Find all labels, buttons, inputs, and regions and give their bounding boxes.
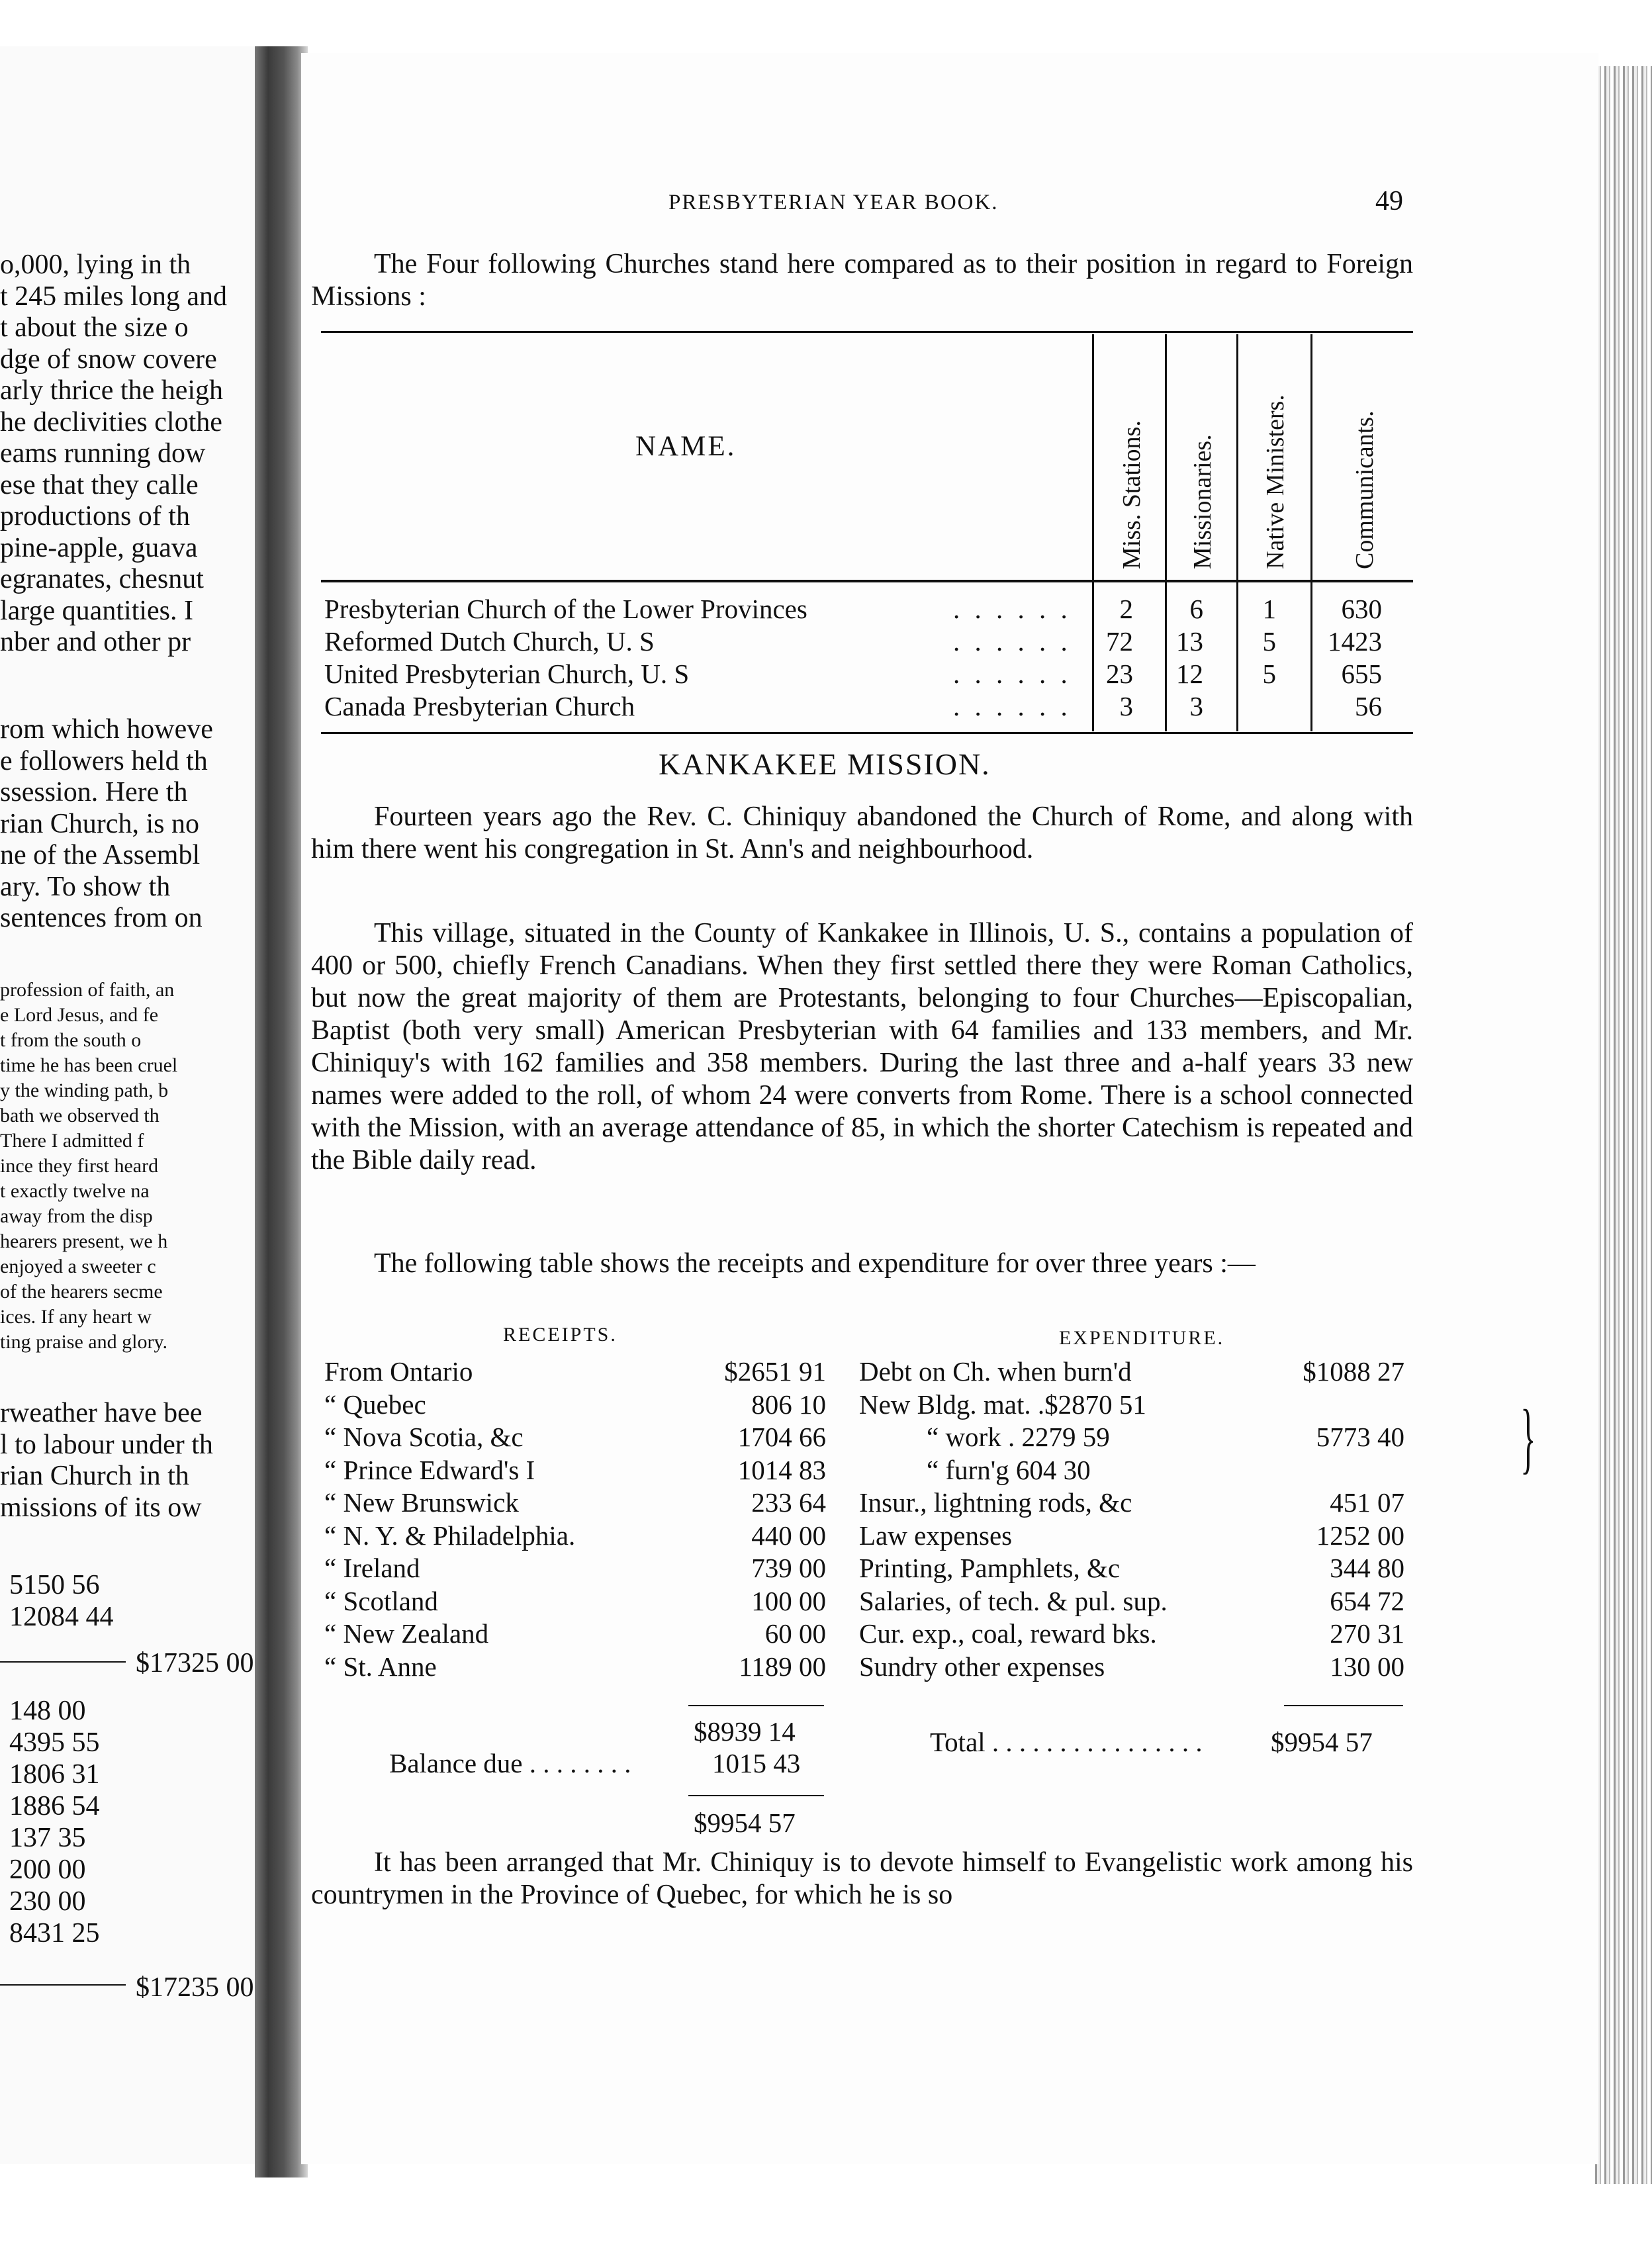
left-page-line: egranates, chesnut [0, 564, 204, 594]
left-page-line: of the hearers secme [0, 1281, 163, 1303]
receipt-amount: 233 64 [751, 1487, 826, 1518]
left-page-line: away from the disp [0, 1205, 153, 1227]
left-page-line: he declivities clothe [0, 406, 222, 437]
left-page-line: o,000, lying in th [0, 250, 191, 280]
left-page-line: There I admitted f [0, 1130, 144, 1152]
church-name: Canada Presbyterian Church [324, 691, 635, 721]
receipts-subtotal: $8939 14 [694, 1716, 796, 1747]
left-page-line: profession of faith, an [0, 979, 175, 1001]
expenditure-amount: 344 80 [1330, 1553, 1404, 1583]
col-header-native: Native Ministers. [1262, 394, 1289, 569]
expenditure-label: Printing, Pamphlets, &c [859, 1553, 1121, 1583]
expenditure-amount: $1088 27 [1303, 1356, 1404, 1387]
dot-leader: . . . . . . [953, 691, 1072, 721]
balance-amount: 1015 43 [712, 1748, 801, 1778]
grand-total: $9954 57 [694, 1808, 796, 1838]
receipt-amount: $2651 91 [724, 1356, 826, 1387]
expenditure-heading: EXPENDITURE. [1059, 1327, 1225, 1349]
cell-native: 1 [1262, 594, 1276, 624]
cell-missionaries: 6 [1189, 594, 1203, 624]
balance-label-text: Balance due [389, 1748, 523, 1778]
left-figure-line: 4395 55 [9, 1727, 100, 1758]
table-top-rule [321, 331, 1413, 333]
receipt-amount: 1704 66 [737, 1422, 826, 1452]
left-page-line: large quantities. I [0, 595, 193, 626]
receipt-amount: 100 00 [751, 1585, 826, 1616]
left-figure-line: 148 00 [9, 1696, 86, 1726]
left-page-line: l to labour under th [0, 1429, 213, 1460]
left-page [0, 46, 265, 2164]
cell-communicants: 655 [1341, 659, 1382, 689]
paragraph-text: Fourteen years ago the Rev. C. Chiniquy abandoned the Church of Rome, and along with him there went his congregation in St. Ann's and neighbourhood. [311, 802, 1413, 864]
left-figure-line: 12084 44 [9, 1602, 114, 1632]
left-page-line: pine-apple, guava [0, 532, 198, 563]
expenditure-label: Insur., lightning rods, &c [859, 1487, 1132, 1518]
left-page-line: hearers present, we h [0, 1230, 168, 1252]
expenditure-amount: 130 00 [1330, 1651, 1404, 1682]
col-divider-4 [1310, 334, 1312, 731]
left-page-line: arly thrice the heigh [0, 375, 224, 406]
cell-missionaries: 3 [1189, 691, 1203, 721]
paragraph-text: This village, situated in the County of Kankakee in Illinois, U. S., contains a population of 400 or 500, chiefly French Canadians. When they first settled there they were Roman Catholics, but now the great majority of them are Protestants, belonging to four Churches—Episcopalian, Baptist (both very small) American Presbyterian with 64 families and 133 members, and Mr. Chiniquy's with 162 families and 358 members. During the last three and a-half years 33 new names were added to the roll, of whom 24 were converts from Rome. There is a school connected with the Mission, with an average attendance of 85, in which the shorter Catechism is repeated and the Bible daily read. [311, 918, 1413, 1175]
receipt-label: “ New Brunswick [324, 1487, 519, 1518]
cell-stations: 72 [1106, 626, 1133, 657]
grand-total-rule [688, 1795, 824, 1796]
church-name: Presbyterian Church of the Lower Provinces [324, 594, 807, 624]
left-page-line: productions of th [0, 501, 190, 531]
left-page-line: eams running dow [0, 438, 206, 469]
running-title: PRESBYTERIAN YEAR BOOK. [668, 191, 999, 214]
left-page-line: y the winding path, b [0, 1079, 169, 1101]
receipt-label: “ Ireland [324, 1553, 420, 1583]
page-edges [1595, 66, 1652, 2184]
left-sum-rule [0, 1984, 126, 1986]
expenditure-label: Salaries, of tech. & pul. sup. [859, 1585, 1168, 1616]
receipt-label: “ Scotland [324, 1585, 438, 1616]
left-page-line: ssession. Here th [0, 777, 188, 807]
left-page-line: rian Church in th [0, 1461, 189, 1491]
left-figure-line: 137 35 [9, 1823, 86, 1853]
left-page-line: e followers held th [0, 745, 208, 776]
left-page-line: time he has been cruel [0, 1054, 178, 1076]
cell-missionaries: 12 [1176, 659, 1203, 689]
left-page-line: rom which howeve [0, 714, 213, 745]
church-name: Reformed Dutch Church, U. S [324, 626, 655, 657]
book-gutter [255, 46, 308, 2177]
brace: } [1520, 1393, 1536, 1481]
expenditure-label: New Bldg. mat. .$2870 51 [859, 1389, 1146, 1420]
left-page-line: missions of its ow [0, 1492, 202, 1523]
expenditure-amount: 451 07 [1330, 1487, 1404, 1518]
left-page-line: ne of the Assembl [0, 840, 201, 870]
col-header-stations: Miss. Stations. [1118, 420, 1146, 569]
receipt-amount: 1189 00 [739, 1651, 826, 1682]
receipt-label: From Ontario [324, 1356, 473, 1387]
paragraph-text: The following table shows the receipts and expenditure for over three years :— [374, 1248, 1256, 1279]
cell-communicants: 56 [1355, 691, 1382, 721]
intro-text: The Four following Churches stand here compared as to their position in regard to Foreign Missions : [311, 249, 1413, 312]
expenditure-amount: 5773 40 [1316, 1422, 1404, 1452]
table-bottom-rule [321, 732, 1413, 734]
left-page-line: ary. To show th [0, 871, 171, 902]
cell-stations: 23 [1106, 659, 1133, 689]
cell-native: 5 [1262, 626, 1276, 657]
cell-native: 5 [1262, 659, 1276, 689]
left-page-line: ting praise and glory. [0, 1331, 167, 1353]
left-page-line: bath we observed th [0, 1105, 160, 1126]
col-divider-2 [1165, 334, 1167, 731]
left-figure-line: 1806 31 [9, 1759, 100, 1790]
receipt-label: “ N. Y. & Philadelphia. [324, 1520, 576, 1551]
intro-paragraph [311, 248, 1413, 313]
left-figure-line: 230 00 [9, 1886, 86, 1917]
receipt-label: “ St. Anne [324, 1651, 437, 1682]
receipt-label: “ Nova Scotia, &c [324, 1422, 524, 1452]
name-column-header: NAME. [635, 431, 737, 462]
left-page-line: enjoyed a sweeter c [0, 1256, 156, 1277]
expenditure-label: Debt on Ch. when burn'd [859, 1356, 1132, 1387]
expenditure-total-label: Total . . . . . . . . . . . . . . . . [930, 1727, 1203, 1757]
expenditure-total: $9954 57 [1271, 1727, 1373, 1757]
cell-stations: 3 [1119, 691, 1133, 721]
expenditure-amount: 654 72 [1330, 1585, 1404, 1616]
left-total-b: $17235 00 [136, 1972, 254, 2003]
col-header-communicants: Communicants. [1351, 410, 1379, 569]
receipt-amount: 60 00 [764, 1618, 826, 1649]
dot-leader: . . . . . . [953, 659, 1072, 689]
col-divider-3 [1236, 334, 1238, 731]
col-divider-1 [1092, 334, 1094, 731]
left-page-line: t exactly twelve na [0, 1180, 150, 1202]
expenditure-label: “ work . 2279 59 [927, 1422, 1110, 1452]
expenditure-sum-rule [1284, 1705, 1403, 1706]
kankakee-paragraph-3 [311, 1248, 1413, 1280]
cell-communicants: 1423 [1328, 626, 1382, 657]
expenditure-amount: 1252 00 [1316, 1520, 1404, 1551]
total-label-text: Total [930, 1727, 986, 1757]
balance-label: Balance due . . . . . . . . [389, 1748, 631, 1778]
left-page-line: t from the south o [0, 1029, 142, 1051]
kankakee-paragraph-4 [311, 1847, 1413, 1911]
receipt-amount: 440 00 [751, 1520, 826, 1551]
expenditure-label: “ furn'g 604 30 [927, 1454, 1091, 1485]
left-page-line: ese that they calle [0, 469, 199, 500]
left-page-line: ince they first heard [0, 1155, 159, 1177]
left-page-line: dge of snow covere [0, 344, 217, 375]
left-sum-rule [0, 1661, 126, 1663]
left-figure-line: 8431 25 [9, 1918, 100, 1948]
kankakee-paragraph-2 [311, 917, 1413, 1177]
left-page-line: sentences from on [0, 903, 203, 933]
left-page-line: e Lord Jesus, and fe [0, 1004, 159, 1026]
left-page-line: t 245 miles long and [0, 281, 227, 312]
receipts-sum-rule [688, 1705, 824, 1706]
table-header-rule [321, 580, 1413, 582]
receipt-amount: 1014 83 [737, 1454, 826, 1485]
left-page-line: nber and other pr [0, 627, 191, 657]
col-header-missionaries: Missionaries. [1189, 434, 1216, 569]
cell-stations: 2 [1119, 594, 1133, 624]
left-figure-line: 200 00 [9, 1855, 86, 1885]
left-page-line: rian Church, is no [0, 808, 199, 839]
cell-communicants: 630 [1341, 594, 1382, 624]
left-total-a: $17325 00 [136, 1648, 254, 1678]
receipt-label: “ New Zealand [324, 1618, 489, 1649]
page-number: 49 [1375, 186, 1403, 216]
dot-leader: . . . . . . [953, 594, 1072, 624]
dot-leader: . . . . . . [953, 626, 1072, 657]
paragraph-text: It has been arranged that Mr. Chiniquy is to devote himself to Evangelistic work among his countrymen in the Province of Quebec, for which he is so [311, 1847, 1413, 1910]
cell-missionaries: 13 [1176, 626, 1203, 657]
receipt-amount: 739 00 [751, 1553, 826, 1583]
left-page-line: t about the size o [0, 312, 189, 343]
kankakee-paragraph-1 [311, 801, 1413, 866]
left-page-line: rweather have bee [0, 1398, 203, 1428]
receipt-label: “ Quebec [324, 1389, 426, 1420]
receipt-amount: 806 10 [751, 1389, 826, 1420]
receipt-label: “ Prince Edward's I [324, 1454, 535, 1485]
left-figure-line: 1886 54 [9, 1791, 100, 1821]
expenditure-amount: 270 31 [1330, 1618, 1404, 1649]
section-title: KANKAKEE MISSION. [659, 747, 991, 781]
left-figure-line: 5150 56 [9, 1570, 100, 1600]
church-name: United Presbyterian Church, U. S [324, 659, 690, 689]
receipts-heading: RECEIPTS. [503, 1324, 618, 1346]
expenditure-label: Cur. exp., coal, reward bks. [859, 1618, 1157, 1649]
expenditure-label: Sundry other expenses [859, 1651, 1105, 1682]
expenditure-label: Law expenses [859, 1520, 1013, 1551]
left-page-line: ices. If any heart w [0, 1306, 152, 1328]
